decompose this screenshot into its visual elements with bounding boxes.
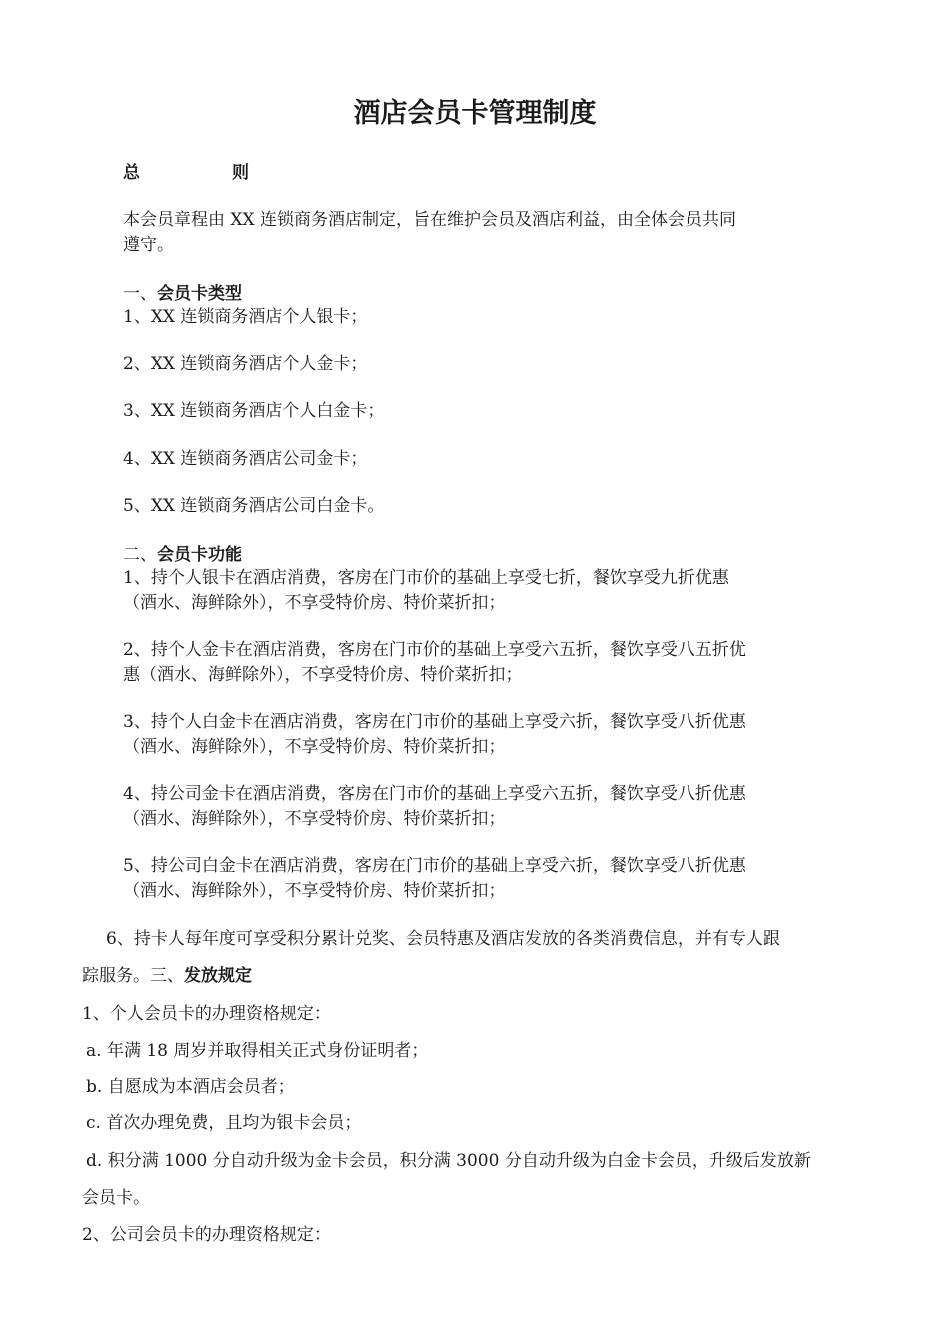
section2-title: 会员卡功能 — [157, 545, 242, 565]
card-function-item-line1: 4、持公司金卡在酒店消费，客房在门市价的基础上享受六五折，餐饮享受八折优惠 — [123, 784, 746, 804]
issuance-rule-1b: b. 自愿成为本酒店会员者； — [86, 1077, 295, 1097]
issuance-rule-1d-line2: 会员卡。 — [82, 1188, 150, 1208]
section3-title: 发放规定 — [184, 966, 252, 986]
section1-title: 会员卡类型 — [157, 284, 242, 304]
card-function-item-line2: （酒水、海鲜除外），不享受特价房、特价菜折扣； — [123, 593, 506, 613]
issuance-rule-1d-line1: d. 积分满 1000 分自动升级为金卡会员，积分满 3000 分自动升级为白金卡会员，升级后发放新 — [86, 1151, 811, 1171]
general-heading-left: 总 — [123, 163, 140, 183]
card-function-item-line1: 1、持个人银卡在酒店消费，客房在门市价的基础上享受七折，餐饮享受九折优惠 — [123, 568, 729, 588]
issuance-rule-1: 1、个人会员卡的办理资格规定： — [82, 1004, 331, 1024]
card-function-item-line1: 2、持个人金卡在酒店消费，客房在门市价的基础上享受六五折，餐饮享受八五折优 — [123, 640, 746, 660]
card-function-item-line2: （酒水、海鲜除外），不享受特价房、特价菜折扣； — [123, 809, 506, 829]
document-title: 酒店会员卡管理制度 — [353, 98, 597, 129]
card-function-item6-line1: 6、持卡人每年度可享受积分累计兑奖、会员特惠及酒店发放的各类消费信息，并有专人跟 — [106, 929, 780, 949]
card-type-item: 2、XX 连锁商务酒店个人金卡； — [123, 354, 368, 374]
card-function-item-line2: （酒水、海鲜除外），不享受特价房、特价菜折扣； — [123, 881, 506, 901]
card-type-item: 3、XX 连锁商务酒店个人白金卡； — [123, 401, 385, 421]
issuance-rule-2: 2、公司会员卡的办理资格规定： — [82, 1225, 331, 1245]
section1-prefix: 一、 — [123, 284, 157, 304]
issuance-rule-1a: a. 年满 18 周岁并取得相关正式身份证明者； — [86, 1041, 429, 1061]
card-type-item: 5、XX 连锁商务酒店公司白金卡。 — [123, 496, 385, 516]
intro-line-1: 本会员章程由 XX 连锁商务酒店制定，旨在维护会员及酒店利益，由全体会员共同 — [123, 210, 737, 230]
card-function-item-line2: （酒水、海鲜除外），不享受特价房、特价菜折扣； — [123, 737, 506, 757]
intro-line-2: 遵守。 — [123, 235, 174, 255]
card-function-item-line1: 3、持个人白金卡在酒店消费，客房在门市价的基础上享受六折，餐饮享受八折优惠 — [123, 712, 746, 732]
general-heading-right: 则 — [232, 163, 249, 183]
card-type-item: 4、XX 连锁商务酒店公司金卡； — [123, 449, 368, 469]
section3-prefix: 三、 — [150, 966, 184, 986]
general-principles-heading — [123, 160, 249, 186]
section2-prefix: 二、 — [123, 545, 157, 565]
item6-continuation: 踪服务。 — [82, 966, 150, 986]
card-function-item-line1: 5、持公司白金卡在酒店消费，客房在门市价的基础上享受六折，餐饮享受八折优惠 — [123, 856, 746, 876]
card-function-item-line2: 惠（酒水、海鲜除外），不享受特价房、特价菜折扣； — [123, 665, 523, 685]
card-function-item6-line2 — [82, 963, 252, 989]
card-type-item: 1、XX 连锁商务酒店个人银卡； — [123, 307, 368, 327]
issuance-rule-1c: c. 首次办理免费，且均为银卡会员； — [86, 1113, 362, 1133]
